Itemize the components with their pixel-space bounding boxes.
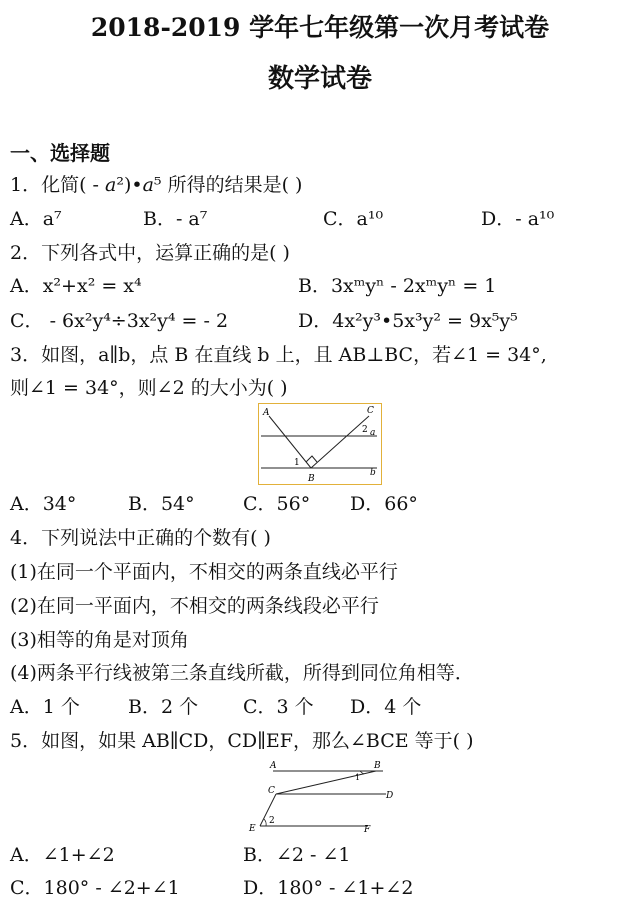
q5-label-b: B	[374, 761, 381, 771]
q3-figure	[258, 403, 382, 485]
q3-stem-line2: 则∠1 = 34°，则∠2 的大小为( )	[10, 377, 288, 399]
q2-option-c: C． - 6x²y⁴÷3x²y⁴ = - 2	[10, 310, 229, 332]
q5-option-b: B．∠2 - ∠1	[243, 844, 351, 866]
q1-stem: 1．化简( - a²)•a⁵ 所得的结果是( )	[10, 174, 303, 196]
q5-label-c: C	[268, 786, 275, 796]
q2-stem: 2．下列各式中，运算正确的是( )	[10, 242, 290, 264]
q1-option-d: D．- a¹⁰	[481, 208, 555, 230]
q3-label-c-point: C	[367, 406, 374, 416]
q4-statement-3: (3)相等的角是对顶角	[10, 629, 189, 651]
q5-option-c: C．180° - ∠2+∠1	[10, 877, 180, 899]
q5-stem: 5．如图，如果 AB∥CD，CD∥EF，那么∠BCE 等于( )	[10, 730, 474, 752]
q3-option-b: B．54°	[128, 493, 195, 515]
q1-option-a: A．a⁷	[10, 208, 62, 230]
q3-label-line-a: a	[370, 428, 376, 438]
q5-label-d: D	[386, 791, 394, 801]
q5-label-angle-1: 1	[355, 773, 361, 782]
q5-label-a: A	[270, 761, 277, 771]
q3-option-d: D．66°	[350, 493, 418, 515]
page-title: 2018-2019 学年七年级第一次月考试卷	[90, 13, 550, 42]
page-subtitle: 数学试卷	[267, 64, 372, 94]
q3-option-c: C．56°	[243, 493, 311, 515]
q5-option-a: A．∠1+∠2	[10, 844, 115, 866]
q2-option-b: B．3xᵐyⁿ - 2xᵐyⁿ = 1	[298, 275, 497, 297]
q5-label-f: F	[364, 825, 371, 835]
q4-option-a: A．1 个	[10, 696, 80, 718]
q5-option-d: D．180° - ∠1+∠2	[243, 877, 414, 899]
q4-option-b: B．2 个	[128, 696, 199, 718]
q3-label-a-point: A	[263, 408, 270, 418]
q4-option-d: D．4 个	[350, 696, 422, 718]
q4-stem: 4．下列说法中正确的个数有( )	[10, 527, 271, 549]
q3-stem-line1: 3．如图，a∥b，点 B 在直线 b 上，且 AB⊥BC，若∠1 = 34°,	[10, 344, 547, 366]
q5-diagram	[248, 757, 398, 835]
q2-option-a: A．x²+x² = x⁴	[10, 275, 142, 297]
section-heading: 一、选择题	[10, 141, 110, 165]
q3-option-a: A．34°	[10, 493, 77, 515]
q4-statement-1: (1)在同一个平面内，不相交的两条直线必平行	[10, 561, 398, 583]
q4-option-c: C．3 个	[243, 696, 314, 718]
q1-option-c: C．a¹⁰	[323, 208, 384, 230]
q5-label-e: E	[249, 824, 256, 834]
q3-label-angle-1: 1	[294, 458, 300, 468]
q3-label-angle-2: 2	[362, 425, 368, 435]
q5-label-angle-2: 2	[269, 816, 275, 826]
q3-diagram	[259, 404, 380, 483]
q3-label-line-b: b	[370, 468, 376, 478]
q1-option-b: B．- a⁷	[143, 208, 208, 230]
q2-option-d: D．4x²y³•5x³y² = 9x⁵y⁵	[298, 310, 518, 332]
q3-label-b-point: B	[308, 474, 315, 483]
q4-statement-2: (2)在同一平面内，不相交的两条线段必平行	[10, 595, 379, 617]
q4-statement-4: (4)两条平行线被第三条直线所截，所得到同位角相等．	[10, 662, 474, 684]
q5-figure	[248, 757, 398, 835]
